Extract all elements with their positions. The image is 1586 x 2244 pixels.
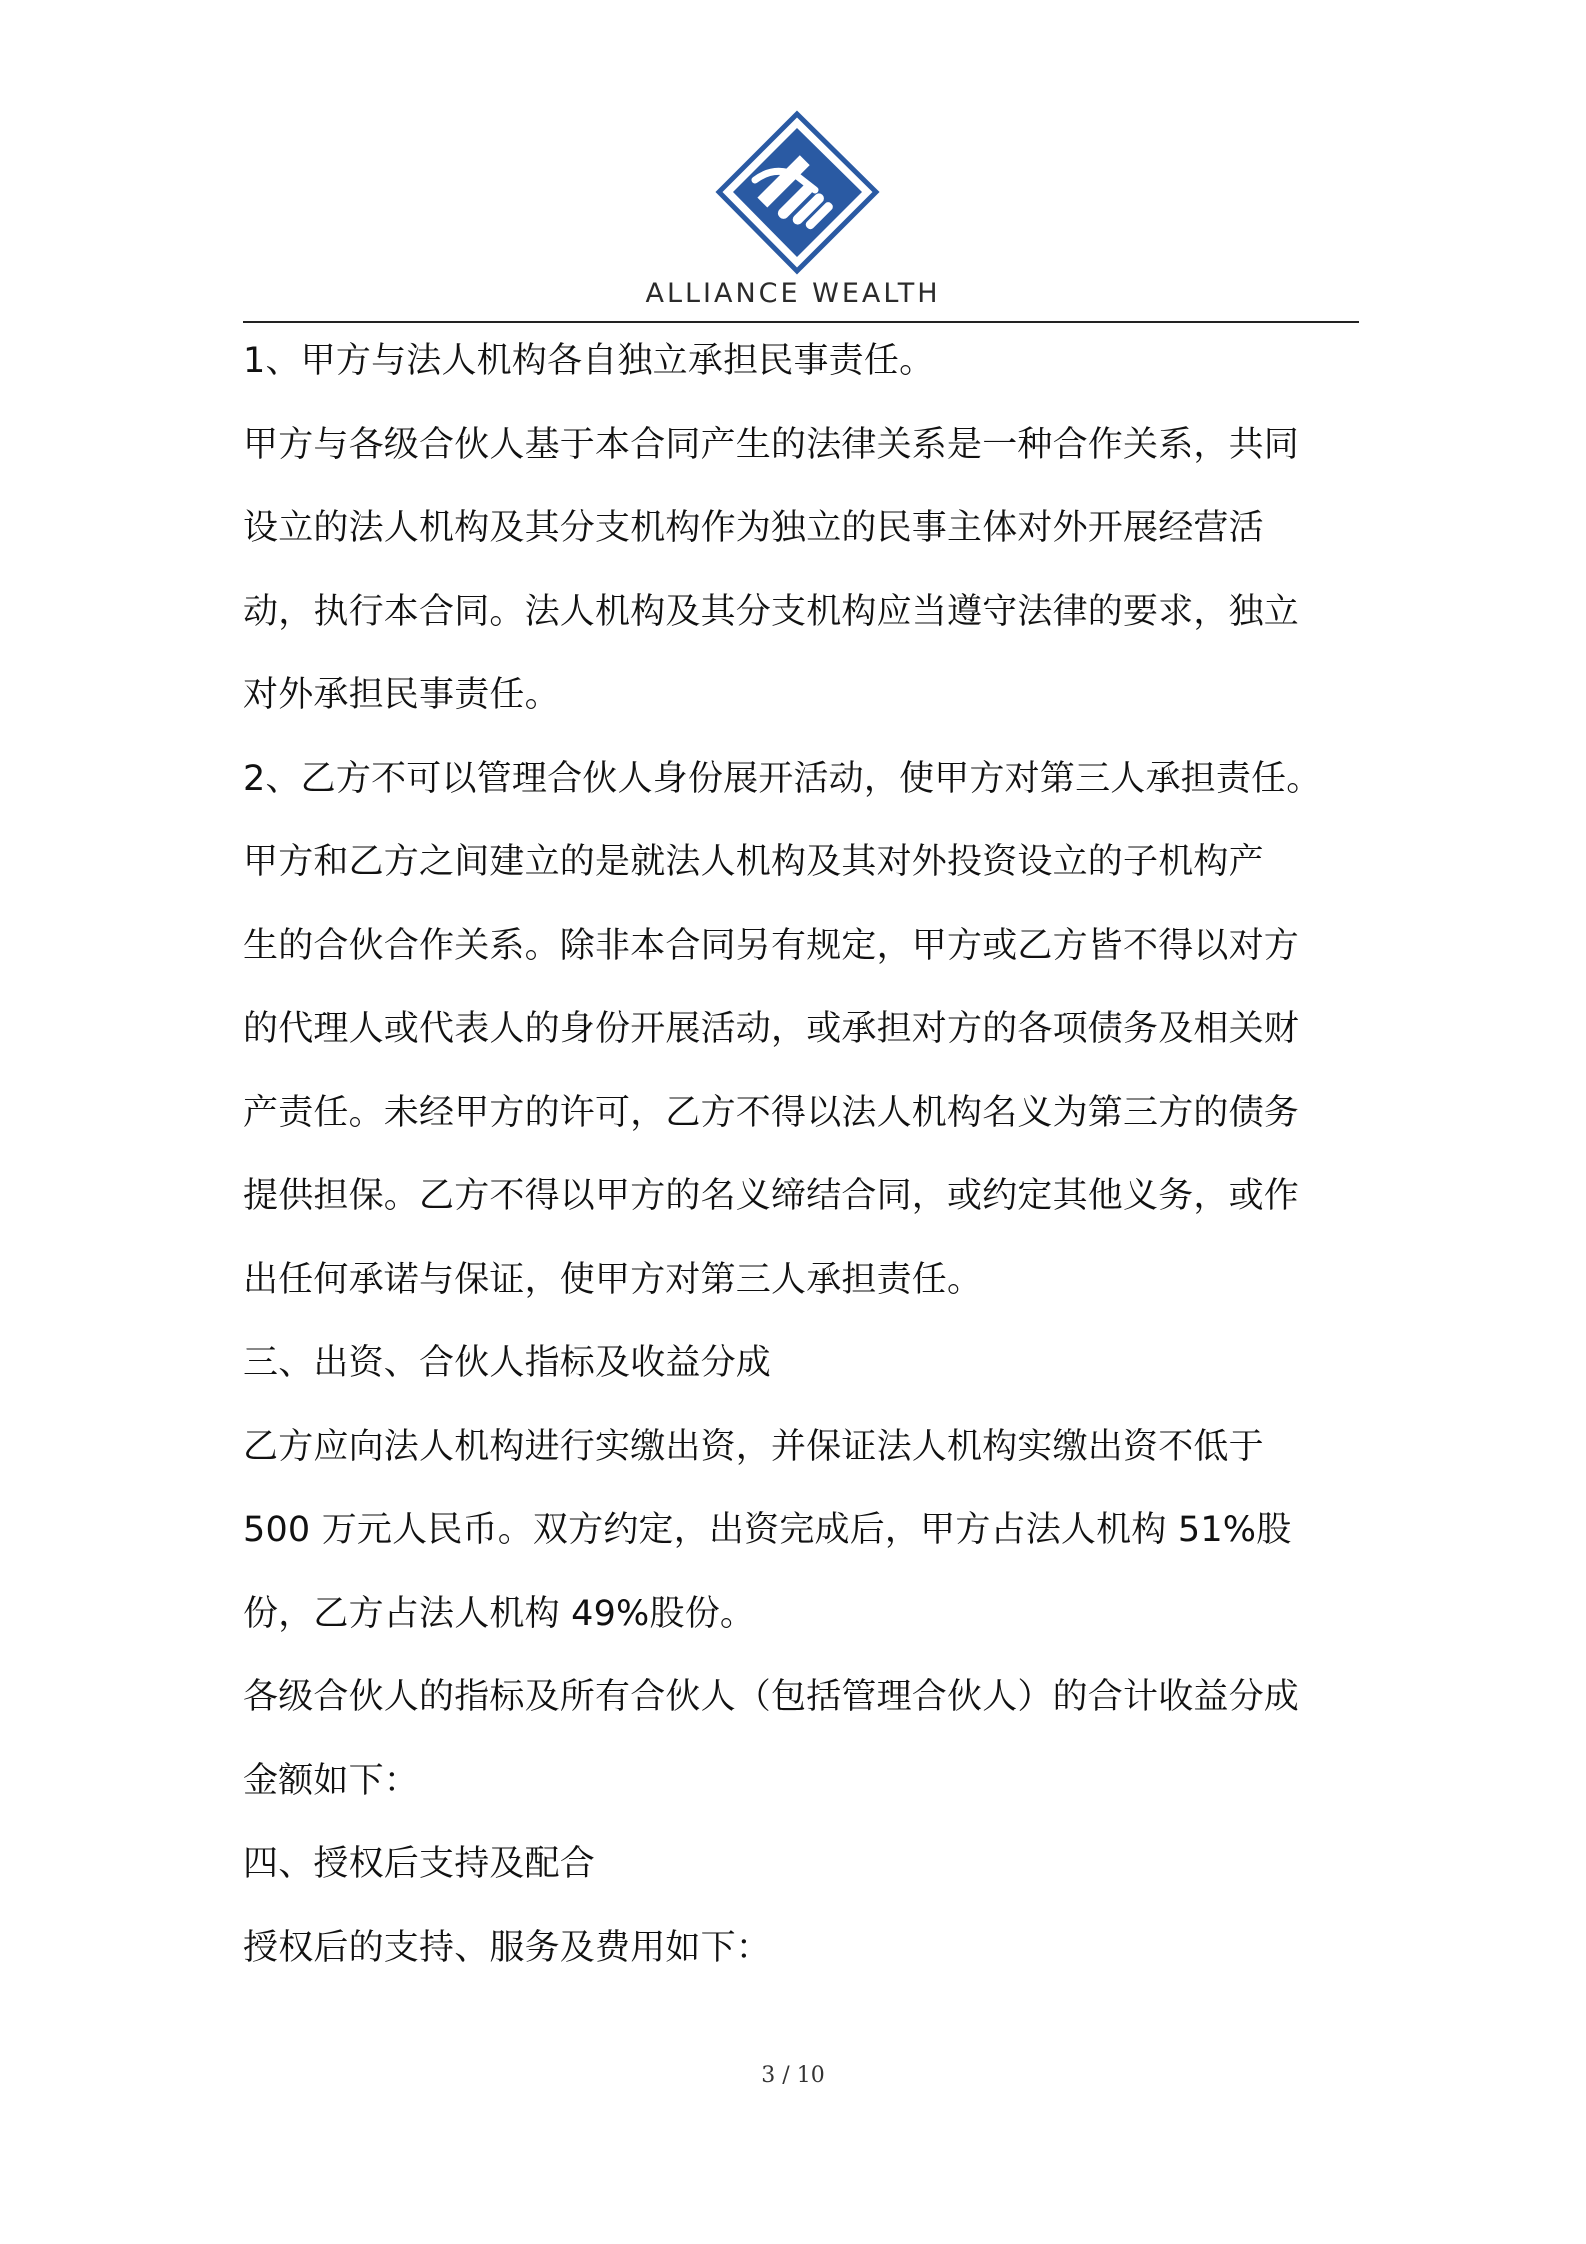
section-heading: 2、乙方不可以管理合伙人身份展开活动，使甲方对第三人承担责任。 bbox=[243, 758, 1322, 799]
paragraph-line: 乙方应向法人机构进行实缴出资，并保证法人机构实缴出资不低于 bbox=[243, 1426, 1264, 1467]
paragraph-line: 出任何承诺与保证，使甲方对第三人承担责任。 bbox=[243, 1259, 983, 1300]
handshake-diamond-icon bbox=[715, 110, 880, 275]
section-heading: 三、出资、合伙人指标及收益分成 bbox=[243, 1343, 772, 1383]
paragraph-line: 设立的法人机构及其分支机构作为独立的民事主体对外开展经营活 bbox=[243, 508, 1264, 548]
page-number: 3 / 10 bbox=[761, 2063, 825, 2088]
paragraph-line: 的代理人或代表人的身份开展活动，或承担对方的各项债务及相关财 bbox=[243, 1009, 1300, 1049]
paragraph-line: 500 万元人民币。双方约定，出资完成后，甲方占法人机构 51%股 bbox=[243, 1510, 1292, 1550]
section-heading: 四、授权后支持及配合 bbox=[243, 1844, 596, 1884]
paragraph-line: 授权后的支持、服务及费用如下： bbox=[243, 1927, 772, 1968]
paragraph-line: 动，执行本合同。法人机构及其分支机构应当遵守法律的要求，独立 bbox=[243, 591, 1300, 632]
section-heading: 1、甲方与法人机构各自独立承担民事责任。 bbox=[243, 341, 935, 381]
paragraph-line: 份，乙方占法人机构 49%股份。 bbox=[243, 1593, 756, 1634]
paragraph-line: 甲方与各级合伙人基于本合同产生的法律关系是一种合作关系，共同 bbox=[243, 424, 1300, 465]
document-body bbox=[243, 320, 1359, 1990]
brand-name: ALLIANCE WEALTH bbox=[645, 278, 941, 309]
paragraph-line: 对外承担民事责任。 bbox=[243, 675, 560, 715]
page-header bbox=[0, 0, 1586, 330]
paragraph-line: 金额如下： bbox=[243, 1760, 420, 1801]
paragraph-line: 提供担保。乙方不得以甲方的名义缔结合同，或约定其他义务，或作 bbox=[243, 1176, 1300, 1216]
paragraph-line: 甲方和乙方之间建立的是就法人机构及其对外投资设立的子机构产 bbox=[243, 842, 1264, 882]
paragraph-line: 生的合伙合作关系。除非本合同另有规定，甲方或乙方皆不得以对方 bbox=[243, 925, 1300, 966]
paragraph-line: 产责任。未经甲方的许可，乙方不得以法人机构名义为第三方的债务 bbox=[243, 1092, 1300, 1133]
paragraph-line: 各级合伙人的指标及所有合伙人（包括管理合伙人）的合计收益分成 bbox=[243, 1677, 1300, 1717]
